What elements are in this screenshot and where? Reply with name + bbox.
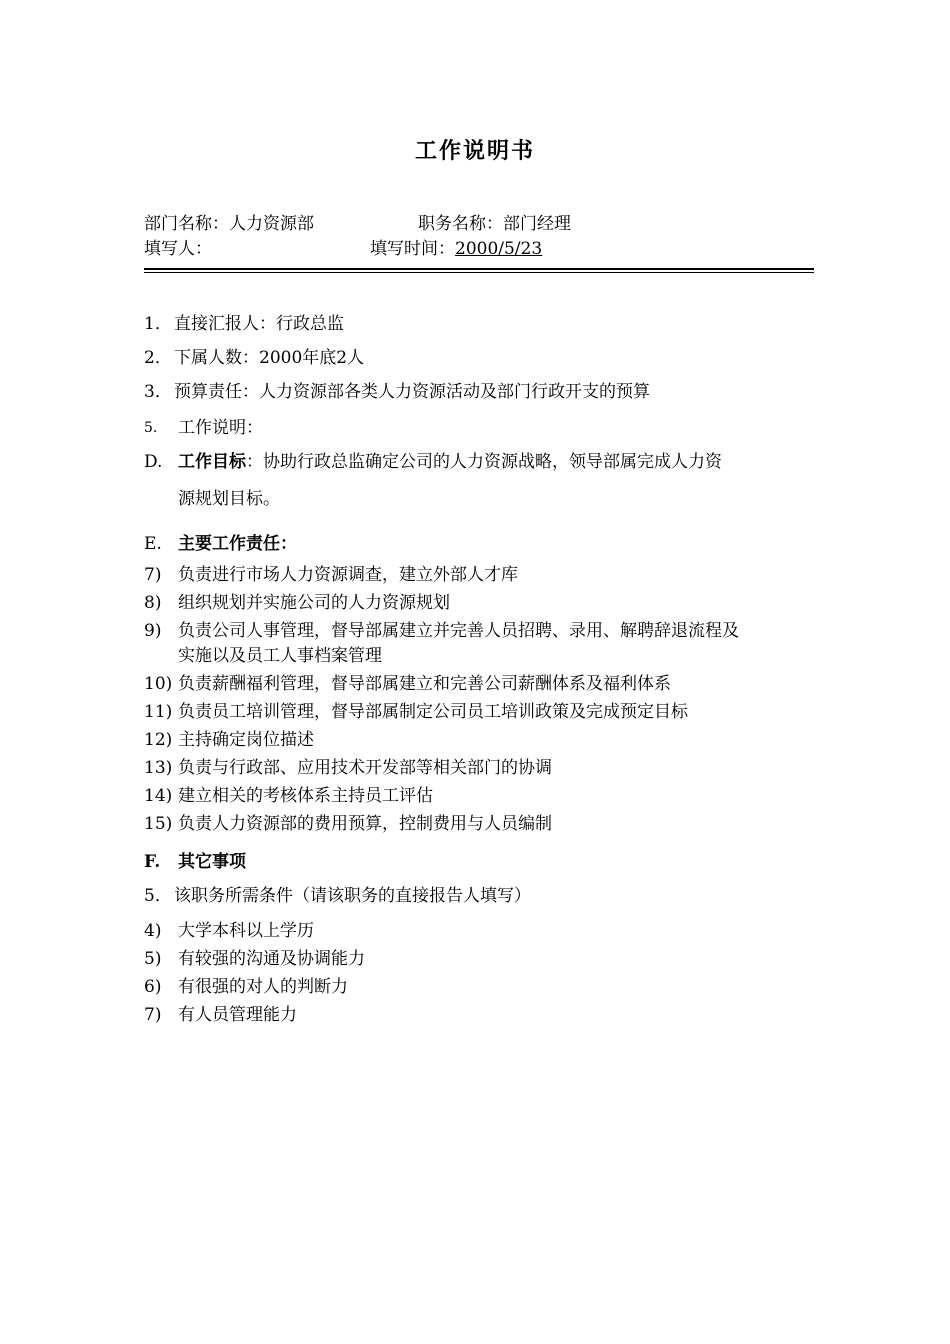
header-divider-thick	[144, 268, 814, 270]
header-divider-thin	[144, 272, 814, 273]
basic-item-text: 直接汇报人：行政总监	[174, 314, 344, 334]
fill-date-value: 2000/5/23	[455, 239, 543, 259]
duty-item-num: 13)	[144, 758, 173, 778]
other-heading: 其它事项	[178, 852, 246, 872]
duty-item-num: 15)	[144, 814, 173, 834]
duties-heading: 主要工作责任：	[178, 534, 297, 554]
basic-item-text: 下属人数：2000年底2人	[174, 348, 365, 368]
fill-date-label: 填写时间：	[370, 239, 455, 259]
basic-item-num: 3．	[144, 382, 172, 402]
basic-item-num: 1．	[144, 314, 172, 334]
duty-item-num: 9)	[144, 621, 162, 641]
document-title: 工作说明书	[414, 138, 535, 164]
duty-item-num: 7)	[144, 565, 162, 585]
duty-item-text: 组织规划并实施公司的人力资源规划	[178, 593, 450, 613]
duty-item-text: 负责员工培训管理，督导部属制定公司员工培训政策及完成预定目标	[178, 702, 688, 722]
duty-item-num: 11)	[144, 702, 173, 722]
duty-item-text: 主持确定岗位描述	[178, 730, 314, 750]
requirements-num: 5．	[144, 886, 172, 906]
section-heading: 工作说明：	[178, 418, 263, 438]
requirement-item-num: 7)	[144, 1005, 162, 1025]
goal-label: 工作目标	[178, 452, 246, 472]
position-name: 职务名称：部门经理	[418, 214, 571, 234]
fill-date	[370, 237, 542, 261]
requirement-item-text: 有很强的对人的判断力	[178, 977, 348, 997]
filled-by-label: 填写人：	[144, 239, 212, 259]
duty-item-text: 负责公司人事管理，督导部属建立并完善人员招聘、录用、解聘辞退流程及	[178, 621, 739, 641]
duty-item-num: 8)	[144, 593, 162, 613]
basic-item-text: 预算责任：人力资源部各类人力资源活动及部门行政开支的预算	[174, 382, 650, 402]
department-name: 部门名称：人力资源部	[144, 214, 314, 234]
duty-item-text: 负责人力资源部的费用预算，控制费用与人员编制	[178, 814, 552, 834]
requirement-item-num: 5)	[144, 949, 162, 969]
section-num: 5.	[144, 420, 158, 436]
goal-text-line1: ：协助行政总监确定公司的人力资源战略，领导部属完成人力资	[246, 452, 722, 472]
requirement-item-num: 6)	[144, 977, 162, 997]
basic-item-num: 2．	[144, 348, 172, 368]
goal-text-line2: 源规划目标。	[178, 489, 280, 509]
duty-item-text: 负责薪酬福利管理，督导部属建立和完善公司薪酬体系及福利体系	[178, 674, 671, 694]
duty-item-num: 10)	[144, 674, 173, 694]
other-num: F.	[144, 852, 161, 872]
duty-item-text: 负责进行市场人力资源调查，建立外部人才库	[178, 565, 518, 585]
requirements-heading: 该职务所需条件（请该职务的直接报告人填写）	[174, 886, 531, 906]
duty-item-num: 12)	[144, 730, 173, 750]
goal-text	[178, 450, 722, 474]
duty-item-text-cont: 实施以及员工人事档案管理	[178, 646, 382, 666]
duty-item-num: 14)	[144, 786, 173, 806]
requirement-item-text: 有较强的沟通及协调能力	[178, 949, 365, 969]
requirement-item-text: 大学本科以上学历	[178, 921, 314, 941]
requirement-item-num: 4)	[144, 921, 162, 941]
duties-num: E.	[144, 534, 162, 554]
duty-item-text: 负责与行政部、应用技术开发部等相关部门的协调	[178, 758, 552, 778]
goal-num: D.	[144, 452, 163, 472]
duty-item-text: 建立相关的考核体系主持员工评估	[178, 786, 433, 806]
requirement-item-text: 有人员管理能力	[178, 1005, 297, 1025]
